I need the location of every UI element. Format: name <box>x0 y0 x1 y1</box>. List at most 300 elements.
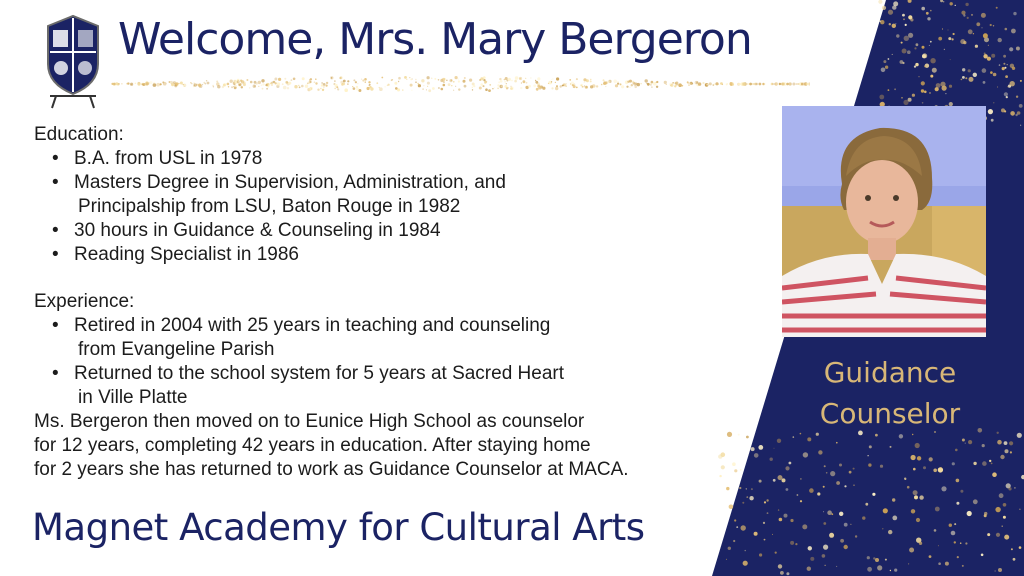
glitter-dot <box>688 84 689 85</box>
gold-sparkle <box>1008 487 1011 490</box>
gold-sparkle <box>960 490 963 493</box>
glitter-dot <box>286 81 288 83</box>
education-heading: Education: <box>34 124 124 145</box>
glitter-dot <box>364 78 367 81</box>
glitter-dot <box>258 86 259 87</box>
glitter-dot <box>239 82 241 84</box>
glitter-dot <box>250 81 253 84</box>
bullet-icon: • <box>52 148 59 169</box>
glitter-dot <box>572 84 574 86</box>
job-title <box>790 352 990 434</box>
gold-sparkle <box>954 523 956 525</box>
gold-sparkle <box>960 542 962 544</box>
glitter-dot <box>458 78 459 79</box>
glitter-dot <box>326 82 328 84</box>
glitter-dot <box>387 85 388 86</box>
gold-sparkle <box>844 523 848 527</box>
gold-sparkle <box>976 22 980 26</box>
glitter-dot <box>796 83 798 85</box>
gold-sparkle <box>784 514 788 518</box>
glitter-dot <box>190 82 191 83</box>
glitter-dot <box>508 78 511 81</box>
gold-sparkle <box>872 493 875 496</box>
glitter-dot <box>488 89 491 92</box>
gold-sparkle <box>782 478 786 482</box>
gold-sparkle <box>908 563 909 564</box>
glitter-dot <box>356 88 359 91</box>
gold-sparkle <box>1003 63 1005 65</box>
glitter-dot <box>605 86 606 87</box>
gold-sparkle <box>1016 96 1018 98</box>
glitter-dot <box>620 83 622 85</box>
gold-sparkle <box>921 89 924 92</box>
glitter-dot <box>261 84 263 86</box>
gold-sparkle <box>1011 548 1013 550</box>
glitter-dot <box>404 76 407 79</box>
glitter-dot <box>422 88 424 90</box>
glitter-dot <box>480 83 483 86</box>
glitter-dot <box>582 86 583 87</box>
glitter-dot <box>427 86 428 87</box>
glitter-dot <box>749 83 752 86</box>
gold-sparkle <box>836 566 837 567</box>
gold-sparkle <box>749 496 753 500</box>
glitter-dot <box>603 79 605 81</box>
glitter-dot <box>504 79 506 81</box>
glitter-dot <box>453 81 455 83</box>
glitter-dot <box>335 88 336 89</box>
gold-sparkle <box>957 556 959 558</box>
glitter-dot <box>406 79 407 80</box>
gold-sparkle <box>800 478 802 480</box>
gold-sparkle <box>875 558 879 562</box>
glitter-dot <box>183 84 184 85</box>
gold-sparkle <box>1000 455 1004 459</box>
gold-sparkle <box>888 10 893 15</box>
gold-sparkle <box>950 59 951 60</box>
glitter-dot <box>320 88 321 89</box>
glitter-dot <box>262 83 264 85</box>
gold-sparkle <box>1001 108 1005 112</box>
glitter-dot <box>455 76 458 79</box>
glitter-dot <box>153 82 155 84</box>
glitter-dot <box>458 80 460 82</box>
glitter-dot <box>656 86 658 88</box>
gold-sparkle <box>938 562 941 565</box>
gold-sparkle <box>754 453 759 458</box>
gold-sparkle <box>881 68 886 73</box>
glitter-dot <box>675 82 678 85</box>
gold-sparkle <box>759 480 762 483</box>
glitter-dot <box>156 83 160 87</box>
gold-sparkle <box>919 495 923 499</box>
gold-sparkle <box>930 10 932 12</box>
glitter-dot <box>672 84 673 85</box>
glitter-dot <box>271 84 273 86</box>
gold-sparkle <box>1004 92 1008 96</box>
gold-sparkle <box>1002 526 1003 527</box>
gold-sparkle <box>890 570 891 571</box>
glitter-dot <box>379 87 380 88</box>
list-item: • B.A. from USL in 1978 <box>52 148 263 169</box>
glitter-dot <box>231 86 233 88</box>
glitter-dot <box>537 77 540 80</box>
glitter-dot <box>678 83 682 87</box>
gold-sparkle <box>780 571 784 575</box>
gold-sparkle <box>963 14 965 16</box>
glitter-dot <box>738 83 740 85</box>
gold-sparkle <box>992 472 997 477</box>
gold-sparkle <box>911 455 916 460</box>
glitter-dot <box>256 82 258 84</box>
gold-sparkle <box>916 518 920 522</box>
gold-sparkle <box>991 54 995 58</box>
gold-sparkle <box>922 53 927 58</box>
gold-sparkle <box>930 58 935 63</box>
glitter-dot <box>446 80 447 81</box>
glitter-dot <box>556 85 558 87</box>
gold-sparkle <box>981 554 984 557</box>
glitter-dot <box>353 87 356 90</box>
gold-sparkle <box>733 540 735 542</box>
glitter-dot <box>521 82 522 83</box>
gold-sparkle <box>823 486 825 488</box>
glitter-dot <box>246 79 248 81</box>
gold-sparkle <box>1005 449 1009 453</box>
gold-sparkle <box>790 541 794 545</box>
gold-glitter-underline <box>110 66 810 102</box>
gold-sparkle <box>952 462 955 465</box>
gold-sparkle <box>1010 111 1015 116</box>
glitter-dot <box>520 87 522 89</box>
glitter-dot <box>497 84 499 86</box>
gold-sparkle <box>893 1 898 6</box>
gold-sparkle <box>1002 67 1005 70</box>
gold-sparkle <box>1020 125 1021 126</box>
gold-sparkle <box>775 552 777 554</box>
glitter-dot <box>317 89 319 91</box>
gold-sparkle <box>968 69 971 72</box>
experience-summary-line: for 2 years she has returned to work as Guidance Counselor at MACA. <box>34 459 629 480</box>
glitter-dot <box>565 83 566 84</box>
glitter-dot <box>322 89 324 91</box>
gold-sparkle <box>766 499 768 501</box>
glitter-dot <box>781 83 784 86</box>
glitter-dot <box>171 83 174 86</box>
job-title-line: Counselor <box>819 397 961 430</box>
glitter-dot <box>115 82 118 85</box>
gold-sparkle <box>940 467 941 468</box>
glitter-dot <box>596 85 598 87</box>
glitter-dot <box>590 79 591 80</box>
experience-summary-line: for 12 years, completing 42 years in education. After staying home <box>34 435 591 456</box>
glitter-dot <box>451 85 452 86</box>
gold-sparkle <box>921 7 925 11</box>
gold-sparkle <box>1003 516 1006 519</box>
glitter-dot <box>551 87 553 89</box>
gold-sparkle <box>910 18 913 21</box>
glitter-dot <box>560 85 562 87</box>
gold-sparkle <box>998 38 1002 42</box>
gold-sparkle <box>767 512 769 514</box>
glitter-dot <box>576 87 578 89</box>
glitter-dot <box>238 81 239 82</box>
gold-sparkle <box>936 83 941 88</box>
glitter-dot <box>227 83 230 86</box>
gold-sparkle <box>778 509 779 510</box>
gold-sparkle <box>930 75 933 78</box>
gold-sparkle <box>993 102 994 103</box>
gold-sparkle <box>1020 80 1022 82</box>
gold-sparkle <box>818 450 822 454</box>
gold-sparkle <box>935 507 940 512</box>
experience-summary-line: Ms. Bergeron then moved on to Eunice High School as counselor <box>34 411 585 432</box>
gold-sparkle <box>943 1 944 2</box>
glitter-dot <box>730 83 733 86</box>
glitter-dot <box>391 79 393 81</box>
glitter-dot <box>720 82 722 84</box>
glitter-dot <box>309 88 312 91</box>
gold-sparkle <box>808 546 812 550</box>
glitter-dot <box>533 84 536 87</box>
glitter-dot <box>774 83 776 85</box>
glitter-dot <box>752 83 754 85</box>
glitter-dot <box>613 80 617 84</box>
gold-sparkle <box>983 54 987 58</box>
gold-sparkle <box>915 443 920 448</box>
glitter-dot <box>149 81 152 84</box>
list-item: • 30 hours in Guidance & Counseling in 1984 <box>52 220 441 241</box>
gold-sparkle <box>995 571 996 572</box>
gold-sparkle <box>916 43 919 46</box>
gold-sparkle <box>878 0 882 4</box>
glitter-dot <box>409 77 410 78</box>
glitter-dot <box>562 85 563 86</box>
glitter-dot <box>294 85 297 88</box>
gold-sparkle <box>903 18 905 20</box>
glitter-dot <box>423 85 424 86</box>
gold-sparkle <box>844 545 848 549</box>
gold-sparkle <box>998 568 1002 572</box>
gold-sparkle <box>772 534 773 535</box>
glitter-dot <box>153 83 157 87</box>
glitter-dot <box>315 82 317 84</box>
gold-sparkle <box>905 479 906 480</box>
gold-sparkle <box>853 484 855 486</box>
gold-sparkle <box>967 511 972 516</box>
gold-sparkle <box>1007 86 1008 87</box>
glitter-dot <box>347 80 349 82</box>
gold-sparkle <box>862 516 865 519</box>
gold-sparkle <box>990 24 992 26</box>
gold-sparkle <box>945 562 949 566</box>
gold-sparkle <box>944 49 945 50</box>
glitter-dot <box>415 79 416 80</box>
gold-sparkle <box>960 39 965 44</box>
gold-sparkle <box>973 462 976 465</box>
gold-sparkle <box>984 512 987 515</box>
education-list <box>34 147 754 267</box>
gold-sparkle <box>823 522 826 525</box>
bullet-icon: • <box>52 315 59 336</box>
glitter-dot <box>287 87 289 89</box>
glitter-dot <box>178 83 179 84</box>
glitter-dot <box>365 82 366 83</box>
glitter-dot <box>340 76 343 79</box>
glitter-dot <box>330 76 333 79</box>
gold-sparkle <box>746 488 747 489</box>
glitter-dot <box>205 83 207 85</box>
glitter-dot <box>144 84 146 86</box>
gold-sparkle <box>728 547 731 550</box>
gold-sparkle <box>996 533 1000 537</box>
glitter-dot <box>682 85 684 87</box>
glitter-dot <box>651 86 653 88</box>
glitter-dot <box>347 83 348 84</box>
glitter-dot <box>666 84 667 85</box>
gold-sparkle <box>922 46 925 49</box>
gold-sparkle <box>758 445 763 450</box>
gold-sparkle <box>1010 451 1012 453</box>
glitter-dot <box>759 83 762 86</box>
gold-sparkle <box>983 81 986 84</box>
gold-sparkle <box>917 456 921 460</box>
gold-sparkle <box>1005 75 1008 78</box>
gold-sparkle <box>919 76 920 77</box>
gold-sparkle <box>924 91 927 94</box>
bullet-icon: • <box>52 363 59 384</box>
glitter-dot <box>301 85 304 88</box>
glitter-dot <box>379 87 383 91</box>
glitter-dot <box>194 83 197 86</box>
gold-sparkle <box>759 553 762 556</box>
gold-sparkle <box>729 505 734 510</box>
gold-sparkle <box>913 490 918 495</box>
glitter-dot <box>551 81 552 82</box>
gold-sparkle <box>1006 96 1008 98</box>
gold-sparkle <box>962 565 964 567</box>
glitter-dot <box>434 78 436 80</box>
gold-sparkle <box>999 493 1004 498</box>
gold-sparkle <box>741 525 746 530</box>
gold-sparkle <box>973 33 974 34</box>
glitter-dot <box>451 80 453 82</box>
gold-sparkle <box>996 7 998 9</box>
gold-sparkle <box>902 14 905 17</box>
glitter-dot <box>333 83 335 85</box>
gold-sparkle <box>793 436 795 438</box>
bio-text <box>34 123 754 482</box>
gold-sparkle <box>882 6 886 10</box>
gold-sparkle <box>802 524 807 529</box>
glitter-dot <box>714 83 716 85</box>
gold-sparkle <box>830 471 835 476</box>
glitter-dot <box>326 85 328 87</box>
glitter-dot <box>266 88 268 90</box>
glitter-dot <box>213 86 214 87</box>
gold-sparkle <box>965 3 968 6</box>
gold-sparkle <box>1003 55 1006 58</box>
glitter-dot <box>398 77 401 80</box>
gold-sparkle <box>965 443 966 444</box>
gold-sparkle <box>865 503 868 506</box>
gold-sparkle <box>1003 503 1007 507</box>
glitter-dot <box>443 84 446 87</box>
glitter-dot <box>274 78 277 81</box>
gold-sparkle <box>1015 114 1017 116</box>
list-item: • Retired in 2004 with 25 years in teaching and counseling <box>52 315 551 336</box>
glitter-dot <box>202 84 203 85</box>
gold-sparkle <box>867 567 872 572</box>
gold-sparkle <box>912 434 913 435</box>
gold-sparkle <box>940 82 945 87</box>
gold-sparkle <box>975 45 978 48</box>
gold-sparkle <box>955 5 956 6</box>
glitter-dot <box>258 81 261 84</box>
gold-sparkle <box>899 434 903 438</box>
gold-sparkle <box>969 77 974 82</box>
glitter-dot <box>315 78 317 80</box>
glitter-dot <box>627 81 629 83</box>
gold-sparkle <box>987 533 990 536</box>
glitter-dot <box>556 77 559 80</box>
glitter-dot <box>212 85 214 87</box>
gold-sparkle <box>868 455 869 456</box>
glitter-dot <box>631 84 633 86</box>
gold-sparkle <box>885 559 887 561</box>
glitter-dot <box>617 81 619 83</box>
glitter-dot <box>438 79 440 81</box>
gold-sparkle <box>982 68 987 73</box>
glitter-dot <box>583 78 586 81</box>
glitter-dot <box>427 82 430 85</box>
glitter-dot <box>789 82 792 85</box>
gold-sparkle <box>746 496 748 498</box>
glitter-dot <box>799 83 802 86</box>
glitter-dot <box>288 82 291 85</box>
glitter-dot <box>262 88 264 90</box>
glitter-dot <box>284 78 286 80</box>
gold-sparkle <box>795 543 797 545</box>
glitter-dot <box>206 80 207 81</box>
experience-heading: Experience: <box>34 291 135 312</box>
gold-sparkle <box>1012 67 1015 70</box>
gold-sparkle <box>1009 441 1013 445</box>
glitter-dot <box>632 81 634 83</box>
glitter-dot <box>240 80 242 82</box>
gold-sparkle <box>879 95 884 100</box>
gold-sparkle <box>879 20 881 22</box>
glitter-dot <box>555 87 558 90</box>
gold-sparkle <box>949 524 952 527</box>
gold-sparkle <box>962 76 965 79</box>
glitter-dot <box>629 87 631 89</box>
glitter-dot <box>431 78 433 80</box>
gold-sparkle <box>981 27 982 28</box>
glitter-dot <box>536 88 539 91</box>
glitter-dot <box>273 81 275 83</box>
gold-sparkle <box>807 437 811 441</box>
glitter-dot <box>394 82 397 85</box>
gold-sparkle <box>873 557 875 559</box>
gold-sparkle <box>913 468 916 471</box>
glitter-dot <box>523 80 526 83</box>
gold-sparkle <box>785 466 789 470</box>
bullet-icon: • <box>52 172 59 193</box>
glitter-dot <box>384 86 386 88</box>
glitter-dot <box>594 87 595 88</box>
glitter-dot <box>511 80 513 82</box>
